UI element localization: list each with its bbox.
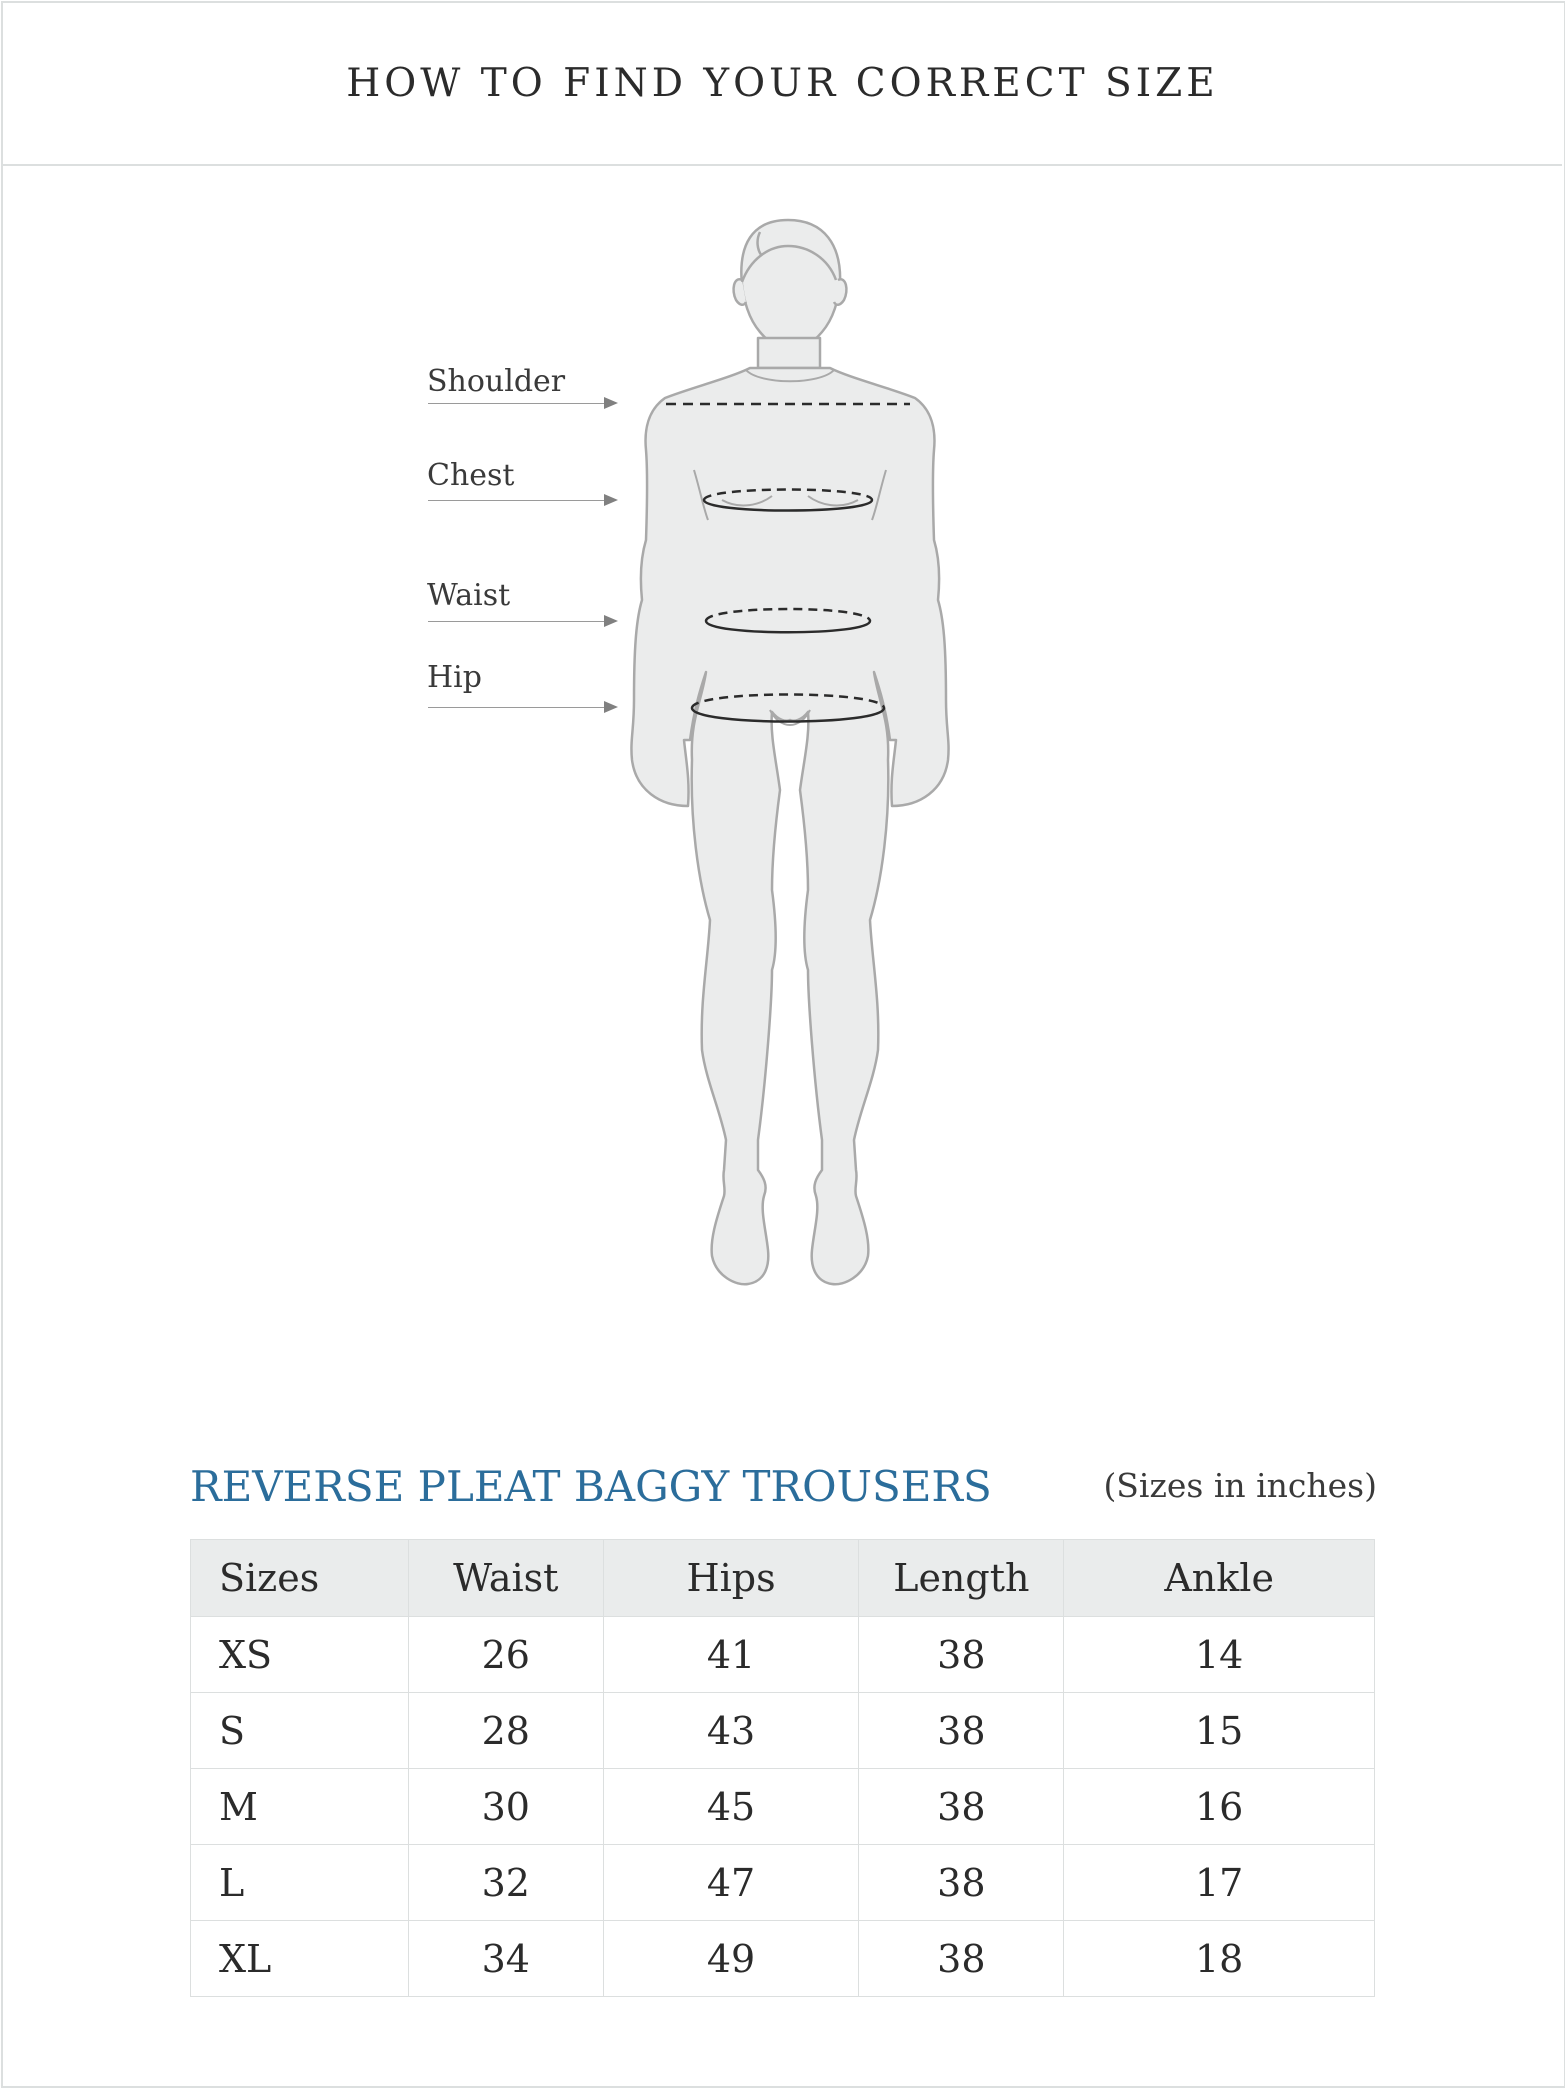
cell-hips: 41 — [603, 1617, 859, 1693]
figure-neck — [758, 338, 820, 368]
table-row — [191, 1769, 1375, 1845]
page-title: HOW TO FIND YOUR CORRECT SIZE — [346, 61, 1219, 106]
cell-ankle: 17 — [1064, 1845, 1375, 1921]
column-header-sizes: Sizes — [191, 1540, 409, 1617]
table-header-row — [191, 1540, 1375, 1617]
cell-size: XL — [191, 1921, 409, 1997]
arrow-shoulder — [428, 403, 614, 404]
cell-waist: 32 — [408, 1845, 603, 1921]
label-shoulder: Shoulder — [427, 364, 566, 399]
table-row — [191, 1921, 1375, 1997]
column-header-ankle: Ankle — [1064, 1540, 1375, 1617]
arrow-head-hip — [604, 701, 618, 713]
cell-length: 38 — [859, 1769, 1064, 1845]
cell-ankle: 14 — [1064, 1617, 1375, 1693]
table-row — [191, 1845, 1375, 1921]
table-title: REVERSE PLEAT BAGGY TROUSERS — [190, 1462, 992, 1511]
cell-ankle: 16 — [1064, 1769, 1375, 1845]
arrow-chest — [428, 500, 614, 501]
cell-waist: 28 — [408, 1693, 603, 1769]
cell-hips: 49 — [603, 1921, 859, 1997]
cell-length: 38 — [859, 1921, 1064, 1997]
column-header-length: Length — [859, 1540, 1064, 1617]
cell-length: 38 — [859, 1845, 1064, 1921]
cell-size: S — [191, 1693, 409, 1769]
arrow-head-waist — [604, 615, 618, 627]
arrow-hip — [428, 707, 614, 708]
arrow-waist — [428, 621, 614, 622]
cell-size: M — [191, 1769, 409, 1845]
arrow-head-chest — [604, 494, 618, 506]
cell-size: XS — [191, 1617, 409, 1693]
size-chart-table — [190, 1539, 1375, 1997]
label-hip: Hip — [427, 660, 482, 695]
cell-length: 38 — [859, 1693, 1064, 1769]
cell-length: 38 — [859, 1617, 1064, 1693]
column-header-hips: Hips — [603, 1540, 859, 1617]
table-units-note: (Sizes in inches) — [1103, 1466, 1377, 1505]
cell-waist: 30 — [408, 1769, 603, 1845]
table-row — [191, 1617, 1375, 1693]
cell-ankle: 15 — [1064, 1693, 1375, 1769]
arrow-head-shoulder — [604, 397, 618, 409]
cell-hips: 47 — [603, 1845, 859, 1921]
cell-waist: 34 — [408, 1921, 603, 1997]
label-waist: Waist — [427, 578, 511, 613]
figure-head — [741, 220, 840, 350]
figure-torso — [631, 368, 948, 1284]
column-header-waist: Waist — [408, 1540, 603, 1617]
table-row — [191, 1693, 1375, 1769]
cell-hips: 43 — [603, 1693, 859, 1769]
cell-waist: 26 — [408, 1617, 603, 1693]
cell-ankle: 18 — [1064, 1921, 1375, 1997]
cell-hips: 45 — [603, 1769, 859, 1845]
label-chest: Chest — [427, 458, 515, 493]
cell-size: L — [191, 1845, 409, 1921]
